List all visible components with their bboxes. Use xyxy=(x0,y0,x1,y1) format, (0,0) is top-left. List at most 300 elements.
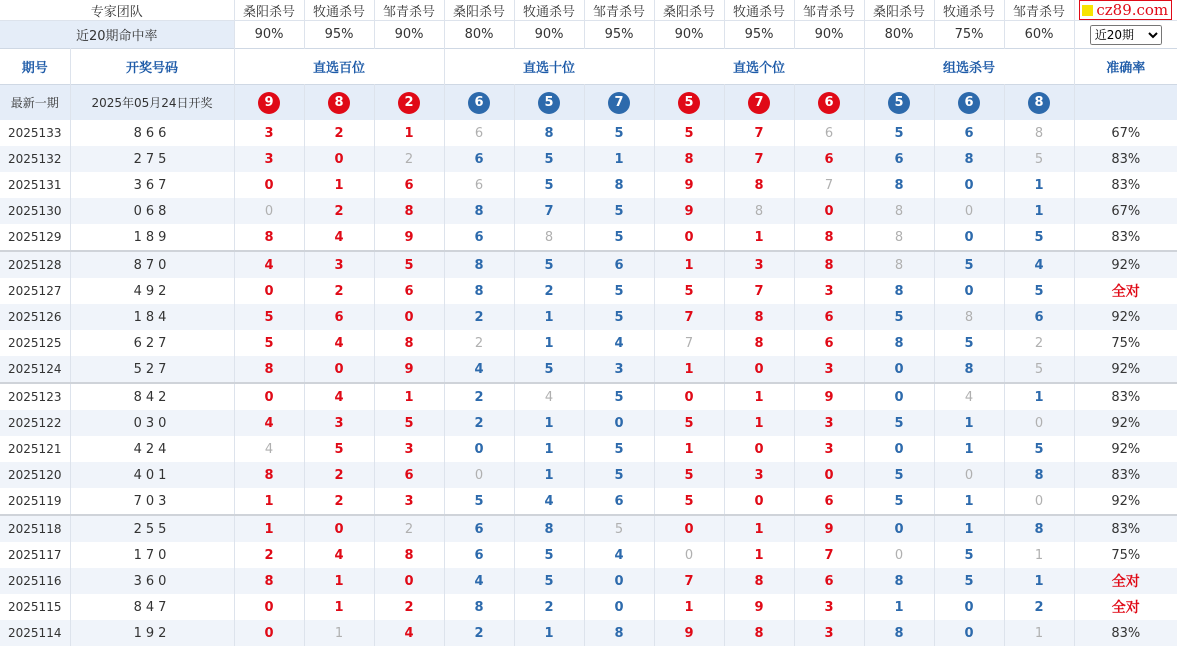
row-kill-cell xyxy=(654,542,724,568)
row-kill-cell xyxy=(934,330,1004,356)
row-kill-cell xyxy=(514,568,584,594)
row-kill-cell xyxy=(444,410,514,436)
kill-number: 8 xyxy=(474,283,484,299)
expert-name: 邹青杀号 xyxy=(374,0,444,21)
row-kill-cell xyxy=(514,436,584,462)
kill-number: 3 xyxy=(824,361,834,377)
row-kill-cell xyxy=(794,146,864,172)
kill-number: 8 xyxy=(964,151,974,167)
row-draw-number: 189 xyxy=(70,224,234,251)
row-kill-cell xyxy=(654,356,724,383)
kill-number: 1 xyxy=(334,625,344,641)
row-kill-cell xyxy=(1004,172,1074,198)
row-kill-cell xyxy=(234,436,304,462)
row-kill-cell xyxy=(374,568,444,594)
row-kill-cell xyxy=(934,515,1004,542)
row-kill-cell xyxy=(934,488,1004,515)
row-kill-cell xyxy=(514,172,584,198)
row-kill-cell xyxy=(514,198,584,224)
kill-number: 5 xyxy=(474,493,484,509)
kill-number: 2 xyxy=(544,283,554,299)
row-kill-cell xyxy=(864,251,934,278)
kill-number: 6 xyxy=(614,257,624,273)
row-kill-cell xyxy=(234,120,304,146)
row-kill-cell xyxy=(374,278,444,304)
hit-rate: 90% xyxy=(654,21,724,49)
kill-number: 4 xyxy=(1034,257,1044,273)
row-kill-cell xyxy=(234,542,304,568)
row-kill-cell xyxy=(444,568,514,594)
kill-number: 6 xyxy=(824,573,834,589)
row-kill-cell xyxy=(864,356,934,383)
kill-number: 9 xyxy=(684,177,694,193)
row-accuracy: 92% xyxy=(1111,493,1141,509)
kill-number: 0 xyxy=(964,203,974,219)
row-kill-cell xyxy=(864,198,934,224)
row-kill-cell xyxy=(794,278,864,304)
row-kill-cell xyxy=(934,278,1004,304)
row-kill-cell xyxy=(864,146,934,172)
table-row xyxy=(0,542,1177,568)
kill-number: 6 xyxy=(474,125,484,141)
kill-number: 8 xyxy=(964,309,974,325)
kill-number: 8 xyxy=(754,573,764,589)
kill-number: 8 xyxy=(474,257,484,273)
kill-number: 6 xyxy=(474,151,484,167)
kill-number: 0 xyxy=(754,441,764,457)
row-accuracy: 67% xyxy=(1074,198,1177,224)
row-kill-cell xyxy=(794,594,864,620)
kill-number: 0 xyxy=(684,389,694,405)
kill-number: 0 xyxy=(894,361,904,377)
latest-ball-cell xyxy=(724,85,794,121)
kill-number: 0 xyxy=(964,467,974,483)
row-kill-cell xyxy=(934,356,1004,383)
latest-ball: 7 xyxy=(608,92,630,114)
row-kill-cell xyxy=(794,198,864,224)
kill-number: 6 xyxy=(824,151,834,167)
row-kill-cell xyxy=(234,620,304,646)
kill-number: 0 xyxy=(264,389,274,405)
row-kill-cell xyxy=(304,488,374,515)
row-kill-cell xyxy=(444,515,514,542)
row-kill-cell xyxy=(514,146,584,172)
kill-number: 8 xyxy=(894,335,904,351)
row-kill-cell xyxy=(1004,462,1074,488)
row-kill-cell xyxy=(654,410,724,436)
kill-number: 5 xyxy=(544,361,554,377)
kill-number: 3 xyxy=(754,467,764,483)
row-kill-cell xyxy=(584,278,654,304)
kill-number: 4 xyxy=(334,389,344,405)
kill-number: 3 xyxy=(824,625,834,641)
kill-number: 1 xyxy=(404,389,414,405)
row-draw-number: 192 xyxy=(70,620,234,646)
row-accuracy: 全对 xyxy=(1111,284,1140,300)
kill-number: 8 xyxy=(264,467,274,483)
row-kill-cell xyxy=(374,198,444,224)
kill-number: 1 xyxy=(894,599,904,615)
kill-number: 5 xyxy=(614,389,624,405)
row-accuracy: 83% xyxy=(1074,515,1177,542)
row-kill-cell xyxy=(514,224,584,251)
kill-number: 0 xyxy=(264,625,274,641)
expert-name: 桑阳杀号 xyxy=(444,0,514,21)
kill-number: 1 xyxy=(684,257,694,273)
kill-number: 5 xyxy=(894,125,904,141)
row-kill-cell xyxy=(724,383,794,410)
kill-number: 5 xyxy=(264,309,274,325)
kill-number: 1 xyxy=(1034,547,1044,563)
row-kill-cell xyxy=(304,568,374,594)
kill-number: 7 xyxy=(684,573,694,589)
kill-number: 5 xyxy=(964,547,974,563)
latest-ball-cell xyxy=(934,85,1004,121)
kill-number: 0 xyxy=(824,467,834,483)
kill-number: 1 xyxy=(754,547,764,563)
row-kill-cell xyxy=(654,620,724,646)
row-kill-cell xyxy=(794,224,864,251)
row-kill-cell xyxy=(724,542,794,568)
kill-number: 0 xyxy=(264,283,274,299)
row-kill-cell xyxy=(584,330,654,356)
latest-ball-cell xyxy=(444,85,514,121)
row-accuracy: 75% xyxy=(1111,335,1141,351)
row-draw-number: 255 xyxy=(70,515,234,542)
row-kill-cell xyxy=(1004,410,1074,436)
kill-number: 0 xyxy=(1034,493,1044,509)
row-kill-cell xyxy=(444,224,514,251)
kill-number: 2 xyxy=(334,493,344,509)
kill-number: 8 xyxy=(894,257,904,273)
kill-number: 0 xyxy=(474,441,484,457)
kill-number: 8 xyxy=(544,229,554,245)
kill-number: 0 xyxy=(964,283,974,299)
kill-number: 8 xyxy=(1034,467,1044,483)
row-kill-cell xyxy=(934,304,1004,330)
kill-number: 7 xyxy=(754,151,764,167)
col-ones: 直选个位 xyxy=(654,49,864,85)
row-kill-cell xyxy=(514,410,584,436)
row-kill-cell xyxy=(654,120,724,146)
hit-rate: 95% xyxy=(304,21,374,49)
row-kill-cell xyxy=(304,224,374,251)
kill-number: 0 xyxy=(964,177,974,193)
latest-ball: 7 xyxy=(748,92,770,114)
row-kill-cell xyxy=(304,251,374,278)
table-row xyxy=(0,568,1177,594)
row-kill-cell xyxy=(794,515,864,542)
table-row xyxy=(0,304,1177,330)
kill-number: 4 xyxy=(474,361,484,377)
row-kill-cell xyxy=(654,488,724,515)
row-kill-cell xyxy=(234,251,304,278)
row-kill-cell xyxy=(584,172,654,198)
row-kill-cell xyxy=(864,488,934,515)
kill-number: 7 xyxy=(824,177,834,193)
row-kill-cell xyxy=(794,304,864,330)
table-row xyxy=(0,620,1177,646)
kill-number: 5 xyxy=(894,493,904,509)
row-accuracy: 全对 xyxy=(1111,600,1140,616)
row-kill-cell xyxy=(934,542,1004,568)
row-kill-cell xyxy=(794,568,864,594)
hit-rate: 90% xyxy=(794,21,864,49)
table-row xyxy=(0,172,1177,198)
latest-ball-cell xyxy=(234,85,304,121)
kill-number: 0 xyxy=(964,625,974,641)
kill-number: 0 xyxy=(964,599,974,615)
kill-number: 6 xyxy=(334,309,344,325)
row-kill-cell xyxy=(584,410,654,436)
kill-number: 7 xyxy=(684,335,694,351)
latest-ball: 5 xyxy=(888,92,910,114)
row-kill-cell xyxy=(584,568,654,594)
row-kill-cell xyxy=(374,251,444,278)
hit-rate-label: 近20期命中率 xyxy=(0,21,234,49)
kill-number: 6 xyxy=(474,547,484,563)
hit-rate: 90% xyxy=(234,21,304,49)
latest-ball: 9 xyxy=(258,92,280,114)
kill-number: 1 xyxy=(544,309,554,325)
kill-number: 8 xyxy=(474,203,484,219)
kill-number: 6 xyxy=(824,309,834,325)
row-kill-cell xyxy=(444,436,514,462)
kill-number: 8 xyxy=(824,257,834,273)
kill-number: 7 xyxy=(754,283,764,299)
row-kill-cell xyxy=(374,383,444,410)
kill-number: 0 xyxy=(614,415,624,431)
kill-number: 1 xyxy=(684,599,694,615)
kill-number: 4 xyxy=(264,257,274,273)
row-kill-cell xyxy=(584,224,654,251)
kill-number: 2 xyxy=(474,309,484,325)
kill-number: 1 xyxy=(684,361,694,377)
kill-number: 2 xyxy=(404,521,414,537)
row-kill-cell xyxy=(584,304,654,330)
row-draw-number: 492 xyxy=(70,278,234,304)
latest-ball: 8 xyxy=(1028,92,1050,114)
row-kill-cell xyxy=(1004,224,1074,251)
history-rows xyxy=(0,120,1177,646)
kill-number: 5 xyxy=(1034,283,1044,299)
kill-number: 8 xyxy=(964,361,974,377)
row-kill-cell xyxy=(934,568,1004,594)
kill-number: 4 xyxy=(964,389,974,405)
row-kill-cell xyxy=(234,383,304,410)
row-kill-cell xyxy=(304,542,374,568)
row-draw-number: 030 xyxy=(70,410,234,436)
kill-number: 9 xyxy=(684,625,694,641)
latest-ball: 5 xyxy=(538,92,560,114)
row-kill-cell xyxy=(374,488,444,515)
col-hundreds: 直选百位 xyxy=(234,49,444,85)
kill-number: 5 xyxy=(964,335,974,351)
expert-name: 牧通杀号 xyxy=(514,0,584,21)
kill-number: 8 xyxy=(894,283,904,299)
expert-team-label: 专家团队 xyxy=(0,0,234,21)
kill-number: 2 xyxy=(1034,335,1044,351)
row-accuracy: 83% xyxy=(1111,229,1141,245)
row-kill-cell xyxy=(584,620,654,646)
row-kill-cell xyxy=(794,436,864,462)
kill-number: 8 xyxy=(754,177,764,193)
kill-number: 1 xyxy=(334,573,344,589)
table-row xyxy=(0,383,1177,410)
row-kill-cell xyxy=(374,172,444,198)
latest-ball-cell xyxy=(794,85,864,121)
latest-row xyxy=(0,85,1177,121)
latest-ball-cell xyxy=(514,85,584,121)
row-kill-cell xyxy=(724,462,794,488)
row-kill-cell xyxy=(444,251,514,278)
kill-number: 2 xyxy=(474,625,484,641)
row-kill-cell xyxy=(234,356,304,383)
kill-number: 5 xyxy=(684,467,694,483)
row-draw-number: 401 xyxy=(70,462,234,488)
row-period: 2025121 xyxy=(0,436,70,462)
kill-number: 5 xyxy=(684,493,694,509)
kill-number: 0 xyxy=(334,361,344,377)
kill-number: 8 xyxy=(684,151,694,167)
row-kill-cell xyxy=(444,488,514,515)
row-accuracy: 83% xyxy=(1074,383,1177,410)
row-period: 2025119 xyxy=(0,488,70,515)
row-kill-cell xyxy=(584,594,654,620)
kill-number: 1 xyxy=(754,229,764,245)
kill-number: 5 xyxy=(684,415,694,431)
kill-number: 4 xyxy=(334,547,344,563)
row-kill-cell xyxy=(724,120,794,146)
col-draw: 开奖号码 xyxy=(70,49,234,85)
kill-number: 6 xyxy=(474,229,484,245)
kill-number: 3 xyxy=(824,599,834,615)
row-kill-cell xyxy=(234,515,304,542)
hit-rate: 95% xyxy=(724,21,794,49)
kill-number: 0 xyxy=(684,521,694,537)
kill-number: 5 xyxy=(1034,441,1044,457)
row-kill-cell xyxy=(864,542,934,568)
row-kill-cell xyxy=(304,304,374,330)
row-kill-cell xyxy=(794,251,864,278)
row-kill-cell xyxy=(654,515,724,542)
row-kill-cell xyxy=(1004,330,1074,356)
latest-ball-cell xyxy=(304,85,374,121)
expert-name: 牧通杀号 xyxy=(724,0,794,21)
row-draw-number: 367 xyxy=(70,172,234,198)
kill-number: 9 xyxy=(824,521,834,537)
row-kill-cell xyxy=(934,462,1004,488)
row-kill-cell xyxy=(444,542,514,568)
kill-number: 9 xyxy=(824,389,834,405)
row-draw-number: 360 xyxy=(70,568,234,594)
kill-number: 0 xyxy=(1034,415,1044,431)
row-period: 2025118 xyxy=(0,515,70,542)
kill-number: 1 xyxy=(1034,389,1044,405)
row-kill-cell xyxy=(1004,436,1074,462)
row-period: 2025126 xyxy=(0,304,70,330)
kill-number: 0 xyxy=(684,547,694,563)
row-period: 2025120 xyxy=(0,462,70,488)
row-draw-number: 424 xyxy=(70,436,234,462)
row-accuracy: 92% xyxy=(1111,441,1141,457)
table-row xyxy=(0,224,1177,251)
kill-number: 3 xyxy=(334,257,344,273)
row-period: 2025131 xyxy=(0,172,70,198)
kill-number: 6 xyxy=(404,177,414,193)
kill-number: 0 xyxy=(264,203,274,219)
kill-number: 5 xyxy=(964,257,974,273)
row-kill-cell xyxy=(584,488,654,515)
site-logo[interactable] xyxy=(1079,0,1172,20)
kill-number: 0 xyxy=(894,521,904,537)
row-kill-cell xyxy=(374,120,444,146)
kill-number: 8 xyxy=(894,177,904,193)
kill-number: 5 xyxy=(334,441,344,457)
kill-number: 3 xyxy=(614,361,624,377)
kill-number: 1 xyxy=(334,177,344,193)
expert-row xyxy=(0,0,1177,21)
row-kill-cell xyxy=(724,410,794,436)
table-row xyxy=(0,436,1177,462)
kill-number: 0 xyxy=(754,493,764,509)
kill-number: 2 xyxy=(1034,599,1044,615)
row-kill-cell xyxy=(584,198,654,224)
row-kill-cell xyxy=(584,436,654,462)
kill-number: 6 xyxy=(474,521,484,537)
kill-number: 1 xyxy=(614,151,624,167)
row-kill-cell xyxy=(794,620,864,646)
kill-number: 8 xyxy=(404,203,414,219)
kill-number: 2 xyxy=(334,283,344,299)
kill-number: 5 xyxy=(544,257,554,273)
kill-number: 5 xyxy=(614,203,624,219)
kill-number: 4 xyxy=(544,389,554,405)
row-kill-cell xyxy=(514,515,584,542)
row-kill-cell xyxy=(514,251,584,278)
row-kill-cell xyxy=(864,278,934,304)
row-kill-cell xyxy=(934,410,1004,436)
row-kill-cell xyxy=(654,436,724,462)
row-kill-cell xyxy=(794,410,864,436)
kill-number: 5 xyxy=(1034,361,1044,377)
kill-number: 5 xyxy=(544,547,554,563)
kill-number: 5 xyxy=(544,177,554,193)
kill-number: 1 xyxy=(544,441,554,457)
row-kill-cell xyxy=(444,172,514,198)
row-period: 2025122 xyxy=(0,410,70,436)
row-kill-cell xyxy=(374,462,444,488)
kill-number: 2 xyxy=(544,599,554,615)
table-row xyxy=(0,515,1177,542)
kill-number: 6 xyxy=(404,467,414,483)
row-kill-cell xyxy=(794,488,864,515)
row-kill-cell xyxy=(724,488,794,515)
period-range-select[interactable] xyxy=(1090,25,1162,45)
row-kill-cell xyxy=(234,594,304,620)
kill-number: 0 xyxy=(404,309,414,325)
row-period: 2025115 xyxy=(0,594,70,620)
kill-number: 1 xyxy=(334,599,344,615)
row-kill-cell xyxy=(514,542,584,568)
kill-number: 2 xyxy=(404,599,414,615)
kill-number: 8 xyxy=(264,229,274,245)
hit-rate: 90% xyxy=(514,21,584,49)
row-kill-cell xyxy=(514,278,584,304)
row-kill-cell xyxy=(654,462,724,488)
hit-rate: 80% xyxy=(444,21,514,49)
row-draw-number: 068 xyxy=(70,198,234,224)
